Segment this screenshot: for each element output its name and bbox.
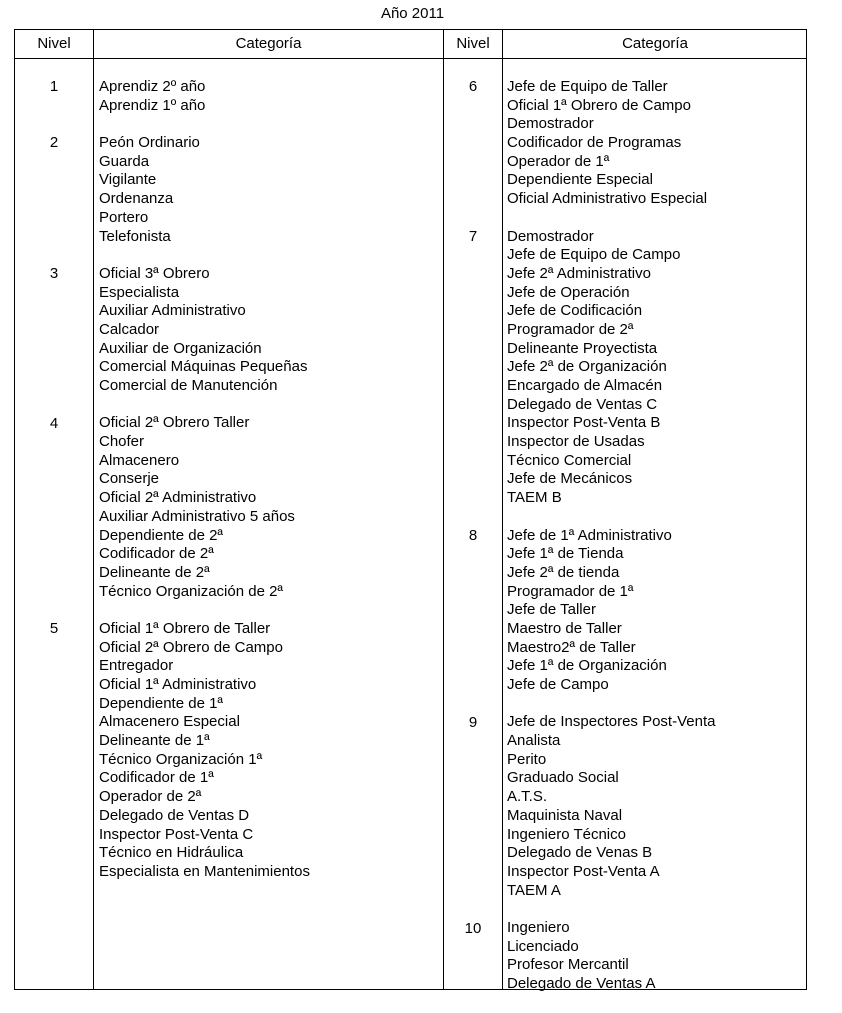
- category-item: Delineante de 2ª: [99, 563, 210, 581]
- category-item: Jefe de Campo: [507, 676, 609, 693]
- category-item: Maestro de Taller: [507, 619, 622, 637]
- category-item: Delegado de Ventas A: [507, 975, 656, 992]
- category-item: Jefe 2ª de Organización: [507, 358, 667, 376]
- category-item: Oficial Administrativo Especial: [507, 190, 708, 208]
- category-item: Oficial 2ª Obrero Taller: [99, 414, 250, 432]
- level-group: [99, 78, 310, 115]
- category-item: Codificador de 2ª: [99, 545, 214, 563]
- column-divider: [93, 30, 94, 989]
- level-number: 9: [468, 713, 478, 731]
- header-divider: [15, 58, 806, 59]
- category-item: Ingeniero Técnico: [507, 825, 626, 843]
- category-item: TAEM B: [507, 489, 562, 507]
- category-item: Jefe de Equipo de Taller: [507, 78, 668, 95]
- level-group: [99, 414, 310, 601]
- level-number: 1: [49, 78, 59, 95]
- category-item: Vigilante: [99, 171, 157, 189]
- category-item: Ingeniero: [507, 918, 570, 936]
- header-nivel-right: Nivel: [456, 35, 490, 52]
- category-item: Auxiliar de Organización: [99, 339, 262, 357]
- category-item: Delegado de Venas B: [507, 844, 653, 862]
- header-categoria-right: Categoría: [622, 35, 688, 52]
- category-item: Perito: [507, 750, 547, 768]
- category-item: Inspector de Usadas: [507, 433, 645, 451]
- column-divider: [443, 30, 444, 989]
- category-item: Oficial 3ª Obrero: [99, 264, 210, 282]
- category-item: Dependiente de 1ª: [99, 694, 223, 712]
- category-item: Jefe 1ª de Organización: [507, 657, 667, 675]
- level-group: [507, 527, 715, 695]
- category-item: Comercial de Manutención: [99, 377, 278, 394]
- category-item: Delegado de Ventas C: [507, 395, 658, 413]
- level-number: 2: [49, 134, 59, 152]
- category-item: Encargado de Almacén: [507, 377, 663, 394]
- category-item: Técnico Organización de 2ª: [99, 582, 283, 600]
- category-item: Delineante Proyectista: [507, 339, 658, 357]
- category-item: Delegado de Ventas D: [99, 806, 250, 824]
- level-number: 7: [468, 227, 478, 245]
- category-item: Jefe 1ª de Tienda: [507, 545, 624, 563]
- category-item: Programador de 2ª: [507, 320, 634, 338]
- category-item: Licenciado: [507, 937, 579, 955]
- level-group: [99, 265, 310, 396]
- category-item: Almacenero Especial: [99, 713, 240, 731]
- category-item: Guarda: [99, 152, 150, 170]
- category-item: Inspector Post-Venta B: [507, 414, 661, 432]
- level-group: [507, 919, 715, 994]
- category-item: Calcador: [99, 320, 160, 338]
- level-group: [99, 620, 310, 882]
- level-number: 8: [468, 526, 478, 544]
- category-item: Portero: [99, 208, 149, 226]
- category-item: Almacenero: [99, 451, 180, 469]
- category-item: Aprendiz 2º año: [99, 78, 206, 95]
- category-item: Chofer: [99, 433, 145, 451]
- category-item: Peón Ordinario: [99, 134, 200, 152]
- category-item: Auxiliar Administrativo 5 años: [99, 507, 295, 525]
- category-item: Oficial 1ª Obrero de Taller: [99, 619, 271, 637]
- category-item: Técnico en Hidráulica: [99, 844, 244, 862]
- header-categoria-left: Categoría: [235, 35, 302, 52]
- category-item: Técnico Comercial: [507, 451, 632, 469]
- category-item: Inspector Post-Venta C: [99, 825, 254, 843]
- category-item: Operador de 1ª: [507, 152, 610, 170]
- level-group: [507, 713, 715, 900]
- category-item: Comercial Máquinas Pequeñas: [99, 358, 308, 376]
- category-item: Ordenanza: [99, 190, 174, 208]
- category-item: Demostrador: [507, 227, 594, 245]
- level-group: [507, 78, 715, 209]
- category-item: Delineante de 1ª: [99, 732, 210, 750]
- category-item: Dependiente de 2ª: [99, 526, 223, 544]
- category-item: Codificador de 1ª: [99, 769, 214, 787]
- category-item: Demostrador: [507, 115, 594, 133]
- category-item: Jefe de Codificación: [507, 302, 643, 320]
- category-item: Codificador de Programas: [507, 134, 682, 152]
- level-number: 6: [468, 78, 478, 95]
- category-item: Oficial 1ª Administrativo: [99, 676, 257, 693]
- level-number: 5: [49, 620, 59, 638]
- category-item: Telefonista: [99, 227, 171, 245]
- category-item: Jefe 2ª Administrativo: [507, 264, 651, 282]
- level-number: 4: [49, 414, 59, 432]
- column-divider: [502, 30, 503, 989]
- category-item: TAEM A: [507, 881, 561, 899]
- category-item: Maestro2ª de Taller: [507, 638, 636, 656]
- category-item: Especialista en Mantenimientos: [99, 862, 310, 880]
- category-item: Operador de 2ª: [99, 788, 202, 806]
- category-item: Técnico Organización 1ª: [99, 750, 263, 768]
- category-item: A.T.S.: [507, 788, 548, 806]
- category-item: Jefe de Operación: [507, 283, 630, 301]
- category-item: Jefe de Mecánicos: [507, 470, 633, 488]
- category-item: Jefe de 1ª Administrativo: [507, 526, 672, 544]
- category-item: Auxiliar Administrativo: [99, 302, 246, 320]
- category-item: Jefe 2ª de tienda: [507, 563, 620, 581]
- category-item: Oficial 2ª Obrero de Campo: [99, 638, 283, 656]
- level-group: [507, 228, 715, 508]
- level-number: 10: [464, 919, 482, 937]
- category-item: Jefe de Inspectores Post-Venta: [507, 713, 716, 731]
- page-title: Año 2011: [380, 5, 445, 22]
- category-item: Especialista: [99, 283, 180, 301]
- category-item: Graduado Social: [507, 769, 619, 787]
- category-item: Oficial 2ª Administrativo: [99, 489, 257, 507]
- category-item: Programador de 1ª: [507, 582, 634, 600]
- category-table: [14, 29, 807, 990]
- category-item: Analista: [507, 732, 561, 750]
- right-category-column: [507, 78, 715, 1012]
- category-item: Inspector Post-Venta A: [507, 862, 660, 880]
- category-item: Conserje: [99, 470, 160, 488]
- category-item: Maquinista Naval: [507, 806, 623, 824]
- category-item: Jefe de Taller: [507, 601, 596, 619]
- level-number: 3: [49, 265, 59, 282]
- category-item: Entregador: [99, 657, 174, 675]
- category-item: Jefe de Equipo de Campo: [507, 246, 681, 264]
- left-category-column: [99, 78, 310, 900]
- category-item: Aprendiz 1º año: [99, 96, 206, 114]
- category-item: Dependiente Especial: [507, 171, 653, 189]
- category-item: Oficial 1ª Obrero de Campo: [507, 96, 691, 114]
- category-item: Profesor Mercantil: [507, 956, 629, 974]
- level-group: [99, 134, 310, 246]
- header-nivel-left: Nivel: [37, 35, 71, 52]
